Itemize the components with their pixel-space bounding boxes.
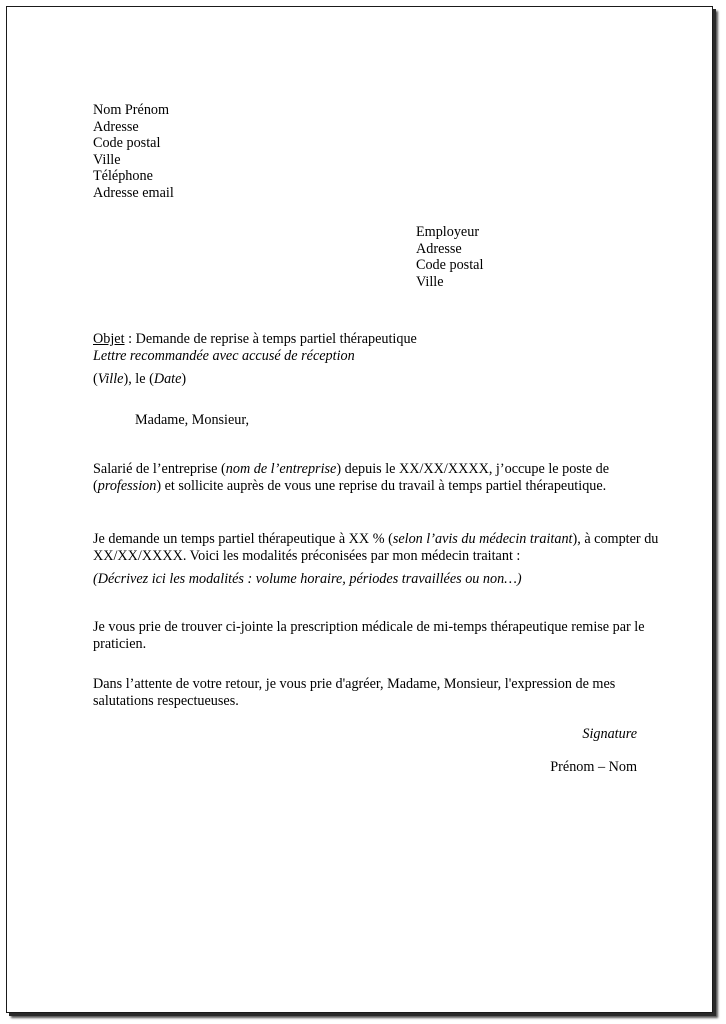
greeting: Madame, Monsieur, [135, 412, 250, 428]
subject-block [93, 331, 417, 364]
letter-page [6, 6, 713, 1013]
paragraph-employment [93, 461, 653, 494]
sender-email: Adresse email [93, 184, 174, 201]
paragraph-closing-line2: salutations respectueuses. [93, 692, 239, 709]
paragraph-closing-line1: Dans l’attente de votre retour, je vous prie d'agréer, Madame, Monsieur, l'expression de mes [93, 676, 616, 692]
paragraph-prescription [93, 619, 653, 652]
subject-text: Demande de reprise à temps partiel thérapeutique [135, 331, 417, 347]
recipient-employer: Employeur [416, 224, 480, 240]
sender-name: Nom Prénom [93, 102, 170, 118]
p1-text-start: Salarié de l’entreprise ( [93, 461, 226, 477]
p2-text-end: ), à compter du [572, 531, 659, 547]
sender-city: Ville [93, 151, 121, 168]
signature-label: Signature [582, 726, 637, 742]
place-open: ( [93, 371, 98, 387]
place-date-line [93, 371, 186, 388]
paragraph-prescription-line1: Je vous prie de trouver ci-jointe la prescription médicale de mi-temps thérapeutique remise par le [93, 619, 645, 635]
delivery-method: Lettre recommandée avec accusé de réception [93, 347, 355, 364]
place-city: Ville [97, 371, 124, 387]
doctor-opinion: selon l’avis du médecin traitant [392, 531, 573, 547]
signatory-name: Prénom – Nom [550, 759, 637, 775]
p1-open: ( [93, 477, 98, 494]
recipient-block [416, 224, 483, 290]
paragraph-request-line1 [93, 531, 659, 548]
recipient-address: Adresse [416, 240, 462, 257]
paragraph-employment-line2 [93, 478, 653, 495]
subject-separator: : [124, 331, 136, 347]
place-date: Date [153, 371, 182, 387]
recipient-city: Ville [416, 273, 444, 290]
place-close: ) [181, 371, 187, 387]
paragraph-prescription-line2: praticien. [93, 635, 147, 652]
subject-label: Objet [93, 331, 125, 347]
paragraph-employment-line1 [93, 461, 653, 478]
paragraph-request-line2: XX/XX/XXXX. Voici les modalités préconisées par mon médecin traitant : [93, 547, 521, 564]
p2-text-start: Je demande un temps partiel thérapeutique à XX % ( [93, 531, 393, 547]
profession-placeholder: profession [97, 477, 157, 494]
sender-block [93, 102, 174, 201]
place-mid: ), le ( [123, 371, 154, 387]
company-name-placeholder: nom de l’entreprise [225, 461, 337, 477]
recipient-postal-code: Code postal [416, 257, 484, 273]
sender-phone: Téléphone [93, 168, 153, 184]
modalities-placeholder: (Décrivez ici les modalités : volume horaire, périodes travaillées ou non…) [93, 571, 522, 587]
p1-line2-end: ) et sollicite auprès de vous une reprise du travail à temps partiel thérapeutique. [156, 477, 607, 494]
paragraph-closing [93, 676, 653, 709]
sender-address: Adresse [93, 118, 139, 135]
subject-line [93, 331, 417, 348]
paragraph-request [93, 531, 659, 564]
sender-postal-code: Code postal [93, 135, 161, 151]
p1-text-end: ) depuis le XX/XX/XXXX, j’occupe le poste de [336, 461, 609, 477]
